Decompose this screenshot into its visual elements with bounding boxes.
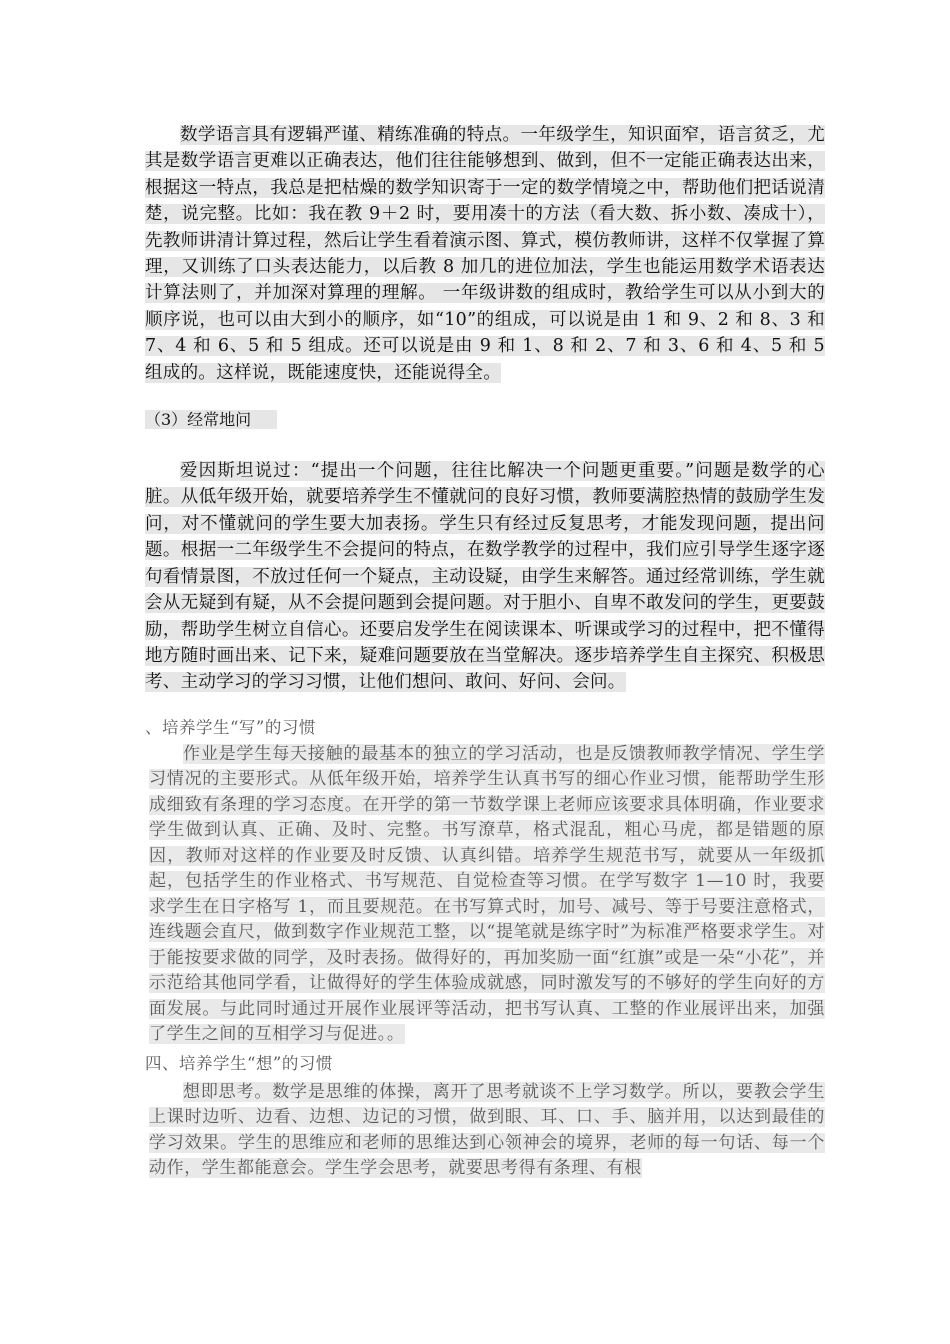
paragraph-homework [149,742,825,1048]
heading-text: （3）经常地问 [145,410,277,429]
paragraph-text: 数学语言具有逻辑严谨、精练准确的特点。一年级学生，知识面窄，语言贫乏，尤其是数学语言更难以正确表达，他们往往能够想到、做到，但不一定能正确表达出来，根据这一特点，我总是把枯燥的数学知识寄于一定的数学情境之中，帮助他们把话说清楚，说完整。比如：我在教 9＋2 时，要用凑十的方法（看大数、拆小数、凑成十），先教师讲清计算过程，然后让学生看着演示图、算式，模仿教师讲，这样不仅掌握了算理，又训练了口头表达能力，以后教 8 加几的进位加法，学生也能运用数学术语表达计算法则了，并加深对算理的理解。 一年级讲数的组成时，教给学生可以从小到大的顺序说，也可以由大到小的顺序，如“10”的组成，可以说是由 1 和 9、2 和 8、3 和 7、4 和 6、5 和 5 组成。还可以说是由 9 和 1、8 和 2、7 和 3、6 和 4、5 和 5 组成的。这样说，既能速度快，还能说得全。 [145,125,825,383]
paragraph-text: 爱因斯坦说过：“提出一个问题，往往比解决一个问题更重要。”问题是数学的心脏。从低年级开始，就要培养学生不懂就问的良好习惯，教师要满腔热情的鼓励学生发问，对不懂就问的学生要大加表扬。学生只有经过反复思考，才能发现问题，提出问题。根据一二年级学生不会提问的特点，在数学教学的过程中，我们应引导学生逐字逐句看情景图，不放过任何一个疑点，主动设疑，由学生来解答。通过经常训练，学生就会从无疑到有疑，从不会提问题到会提问题。对于胆小、自卑不敢发问的学生，更要鼓励，帮助学生树立自信心。还要启发学生在阅读课本、听课或学习的过程中，把不懂得地方随时画出来、记下来，疑难问题要放在当堂解决。逐步培养学生自主探究、积极思考、主动学习的学习习惯，让他们想问、敢问、好问、会问。 [145,461,825,693]
document-page [145,122,825,1182]
section-title-write: 、培养学生“写”的习惯 [145,717,316,737]
heading-ask-often [145,408,825,432]
paragraph-einstein [145,458,825,696]
section-title-think: 四、培养学生“想”的习惯 [145,1053,333,1073]
paragraph-text: 想即思考。数学是思维的体操，离开了思考就谈不上学习数学。所以，要教会学生上课时边听、边看、边想、边记的习惯，做到眼、耳、口、手、脑并用，以达到最佳的学习效果。学生的思维应和老师的思维达到心领神会的境界，老师的每一句话、每一个动作，学生都能意会。学生学会思考，就要思考得有条理、有根 [149,1081,825,1179]
paragraph-text: 作业是学生每天接触的最基本的独立的学习活动，也是反馈教师教学情况、学生学习情况的主要形式。从低年级开始，培养学生认真书写的细心作业习惯，能帮助学生形成细致有条理的学习态度。在开学的第一节数学课上老师应该要求具体明确，作业要求学生做到认真、正确、及时、完整。书写潦草，格式混乱，粗心马虎，都是错题的原因，教师对这样的作业要及时反馈、认真纠错。培养学生规范书写，就要从一年级抓起，包括学生的作业格式、书写规范、自觉检查等习惯。在学写数字 1—10 时，我要求学生在日字格写 1，而且要规范。在书写算式时，加号、减号、等于号要注意格式，连线题会直尺，做到数字作业规范工整，以“提笔就是练字时”为标准严格要求学生。对于能按要求做的同学，及时表扬。做得好的，再加奖励一面“红旗”或是一朵“小花”，并示范给其他同学看，让做得好的学生体验成就感，同时激发写的不够好的学生向好的方面发展。与此同时通过开展作业展评等活动，把书写认真、工整的作业展评出来，加强了学生之间的互相学习与促进。。 [149,743,825,1045]
paragraph-math-language [145,122,825,386]
paragraph-thinking [149,1080,825,1182]
